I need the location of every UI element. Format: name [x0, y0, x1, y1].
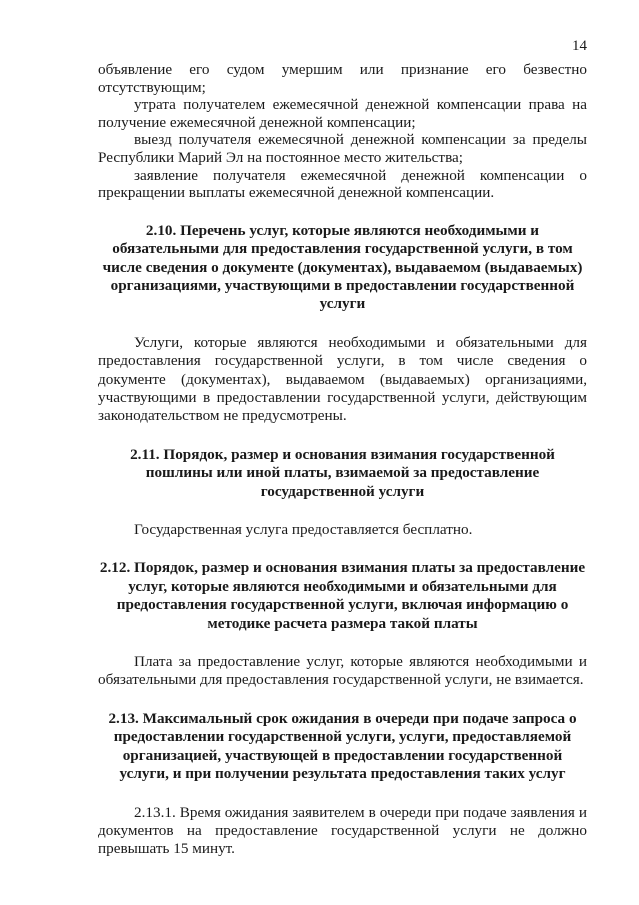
section-2-10-text: Услуги, которые являются необходимыми и обязательными для предоставления государственной услуги, в том числе сведения о документе (документах), выдаваемом (выдаваемых) организациями, участвующими в предоставлении государственной услуги, действующим законодательством не предусмотрены.	[98, 333, 587, 425]
paragraph-death-declaration: объявление его судом умершим или признание его безвестно отсутствующим;	[98, 61, 587, 96]
section-2-13-heading: 2.13. Максимальный срок ожидания в очереди при подаче запроса о предоставлении государственной услуги, услуги, предоставляемой организацией, участвующей в предоставлении государственной услуги, и при получении результата предоставления таких услуг	[108, 709, 577, 783]
section-2-11-text: Государственная услуга предоставляется бесплатно.	[134, 521, 473, 539]
section-2-13-text: 2.13.1. Время ожидания заявителем в очереди при подаче заявления и документов на предоставление государственной услуги не должно превышать 15 минут.	[98, 803, 587, 858]
section-2-11-heading: 2.11. Порядок, размер и основания взимания государственной пошлины или иной платы, взимаемой за предоставление государственной услуги	[130, 445, 555, 500]
section-2-12-heading: 2.12. Порядок, размер и основания взимания платы за предоставление услуг, которые являются необходимыми и обязательными для предоставления государственной услуги, включая информацию о методике расчета размера такой платы	[99, 559, 586, 632]
paragraph-termination-request: заявление получателя ежемесячной денежной компенсации о прекращении выплаты ежемесячной денежной компенсации.	[98, 166, 587, 202]
paragraph-loss-of-right: утрата получателем ежемесячной денежной компенсации права на получение ежемесячной денежной компенсации;	[98, 96, 587, 131]
page-number: 14	[572, 38, 587, 54]
section-2-10-heading: 2.10. Перечень услуг, которые являются необходимыми и обязательными для предоставления государственной услуги, в том числе сведения о документе (документах), выдаваемом (выдаваемых) организациями, участвующими в предоставлении государственной услуги	[102, 221, 583, 313]
section-2-12-text: Плата за предоставление услуг, которые являются необходимыми и обязательными для предоставления государственной услуги, не взимается.	[98, 653, 587, 689]
document-body	[98, 61, 587, 859]
paragraph-relocation: выезд получателя ежемесячной денежной компенсации за пределы Республики Марий Эл на постоянное место жительства;	[98, 131, 587, 166]
